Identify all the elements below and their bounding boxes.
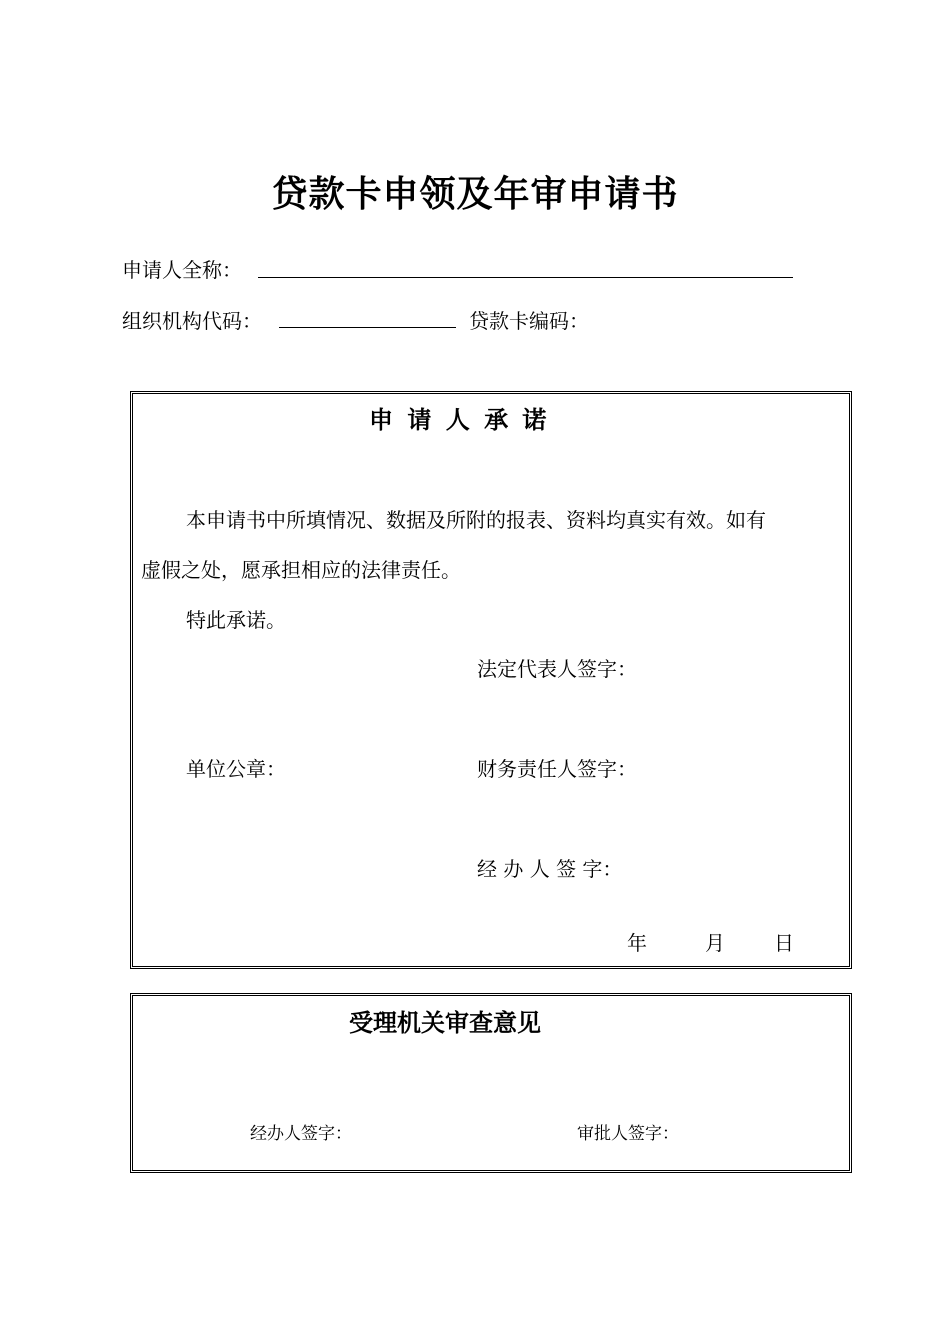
commitment-statement: 特此承诺。	[186, 608, 286, 632]
finance-head-sign-label: 财务责任人签字：	[477, 757, 637, 781]
org-code-label: 组织机构代码：	[122, 309, 262, 333]
commitment-paragraph-line2: 虚假之处，愿承担相应的法律责任。	[141, 558, 461, 582]
legal-rep-sign-label: 法定代表人签字：	[477, 657, 637, 681]
document-title: 贷款卡申领及年审申请书	[271, 174, 679, 215]
applicant-full-name-label: 申请人全称：	[122, 258, 242, 282]
handler-sign-label: 经 办 人 签 字：	[477, 857, 623, 881]
commitment-title: 申 请 人 承 诺	[369, 406, 547, 434]
date-day-label: 日	[774, 931, 794, 955]
review-approver-sign-label: 审批人签字：	[577, 1124, 679, 1144]
applicant-full-name-field[interactable]	[258, 277, 793, 278]
date-year-label: 年	[627, 931, 647, 955]
loan-card-code-label: 贷款卡编码：	[469, 309, 589, 333]
org-code-field[interactable]	[279, 327, 456, 328]
review-handler-sign-label: 经办人签字：	[250, 1124, 352, 1144]
unit-seal-label: 单位公章：	[186, 757, 286, 781]
commitment-paragraph-line1: 本申请书中所填情况、数据及所附的报表、资料均真实有效。如有	[186, 508, 766, 532]
review-title: 受理机关审查意见	[349, 1009, 541, 1037]
date-month-label: 月	[705, 931, 725, 955]
